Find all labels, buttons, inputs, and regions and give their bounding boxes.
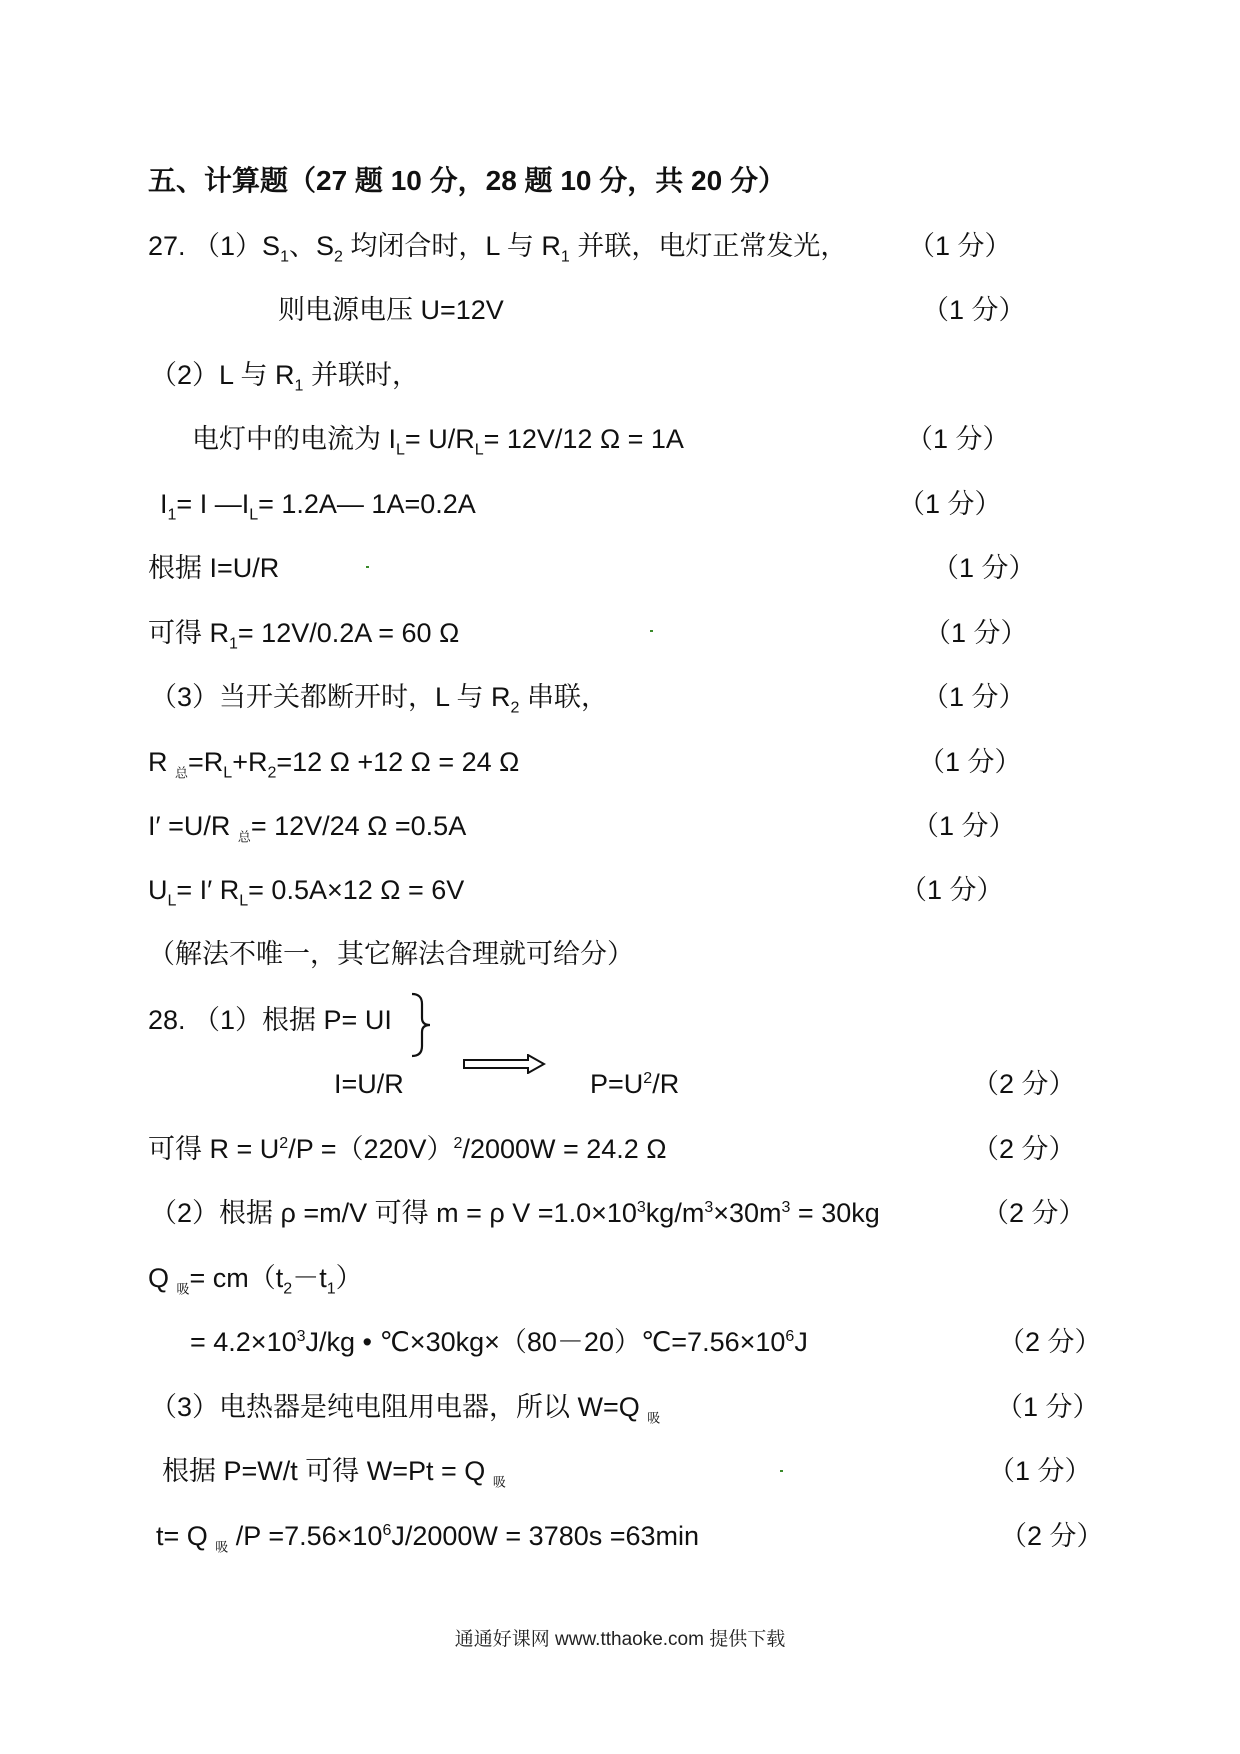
scan-speck [780, 1470, 783, 1472]
q27-line-1: 27. $(1)S_1$、$S_2$ 均闭合时，L 与 $R_1$ 并联，电灯正常发光， [148, 231, 848, 266]
q27-line-5-score: （1 分） [898, 489, 1002, 519]
q27-line-8: （3）当开关都断开时，L 与 $R_2$ 串联， [150, 682, 608, 717]
q27-line-4-score: （1 分） [906, 424, 1010, 454]
q27-line-10: I′ =U/R $_总$= 12V/24 Ω =0.5A [148, 811, 467, 845]
q28-line-4: （2）根据 ρ =m/V 可得 m = ρ $V =1.0\times 10^3kg/m^3\times 30m^3 = 30kg$ [150, 1198, 880, 1228]
q28-line-2b: $P=U^2/R$ [590, 1069, 680, 1099]
scan-speck [650, 630, 653, 632]
q27-line-10-score: （1 分） [912, 811, 1016, 841]
q28-line-9: t= Q $_吸$ $/P =7.56\times 10^6J/2000W = 3780s =63\min$ [156, 1521, 700, 1555]
q27-line-5: $I_1= I$ $—I_L=$ 1.2A— 1A=0.2A [160, 489, 476, 524]
q28-line-2-score: （2 分） [972, 1069, 1076, 1099]
q28-line-8-score: （1 分） [988, 1456, 1092, 1486]
q27-line-8-score: （1 分） [922, 682, 1026, 712]
section-heading: 五、计算题（27 题 10 分，28 题 10 分，共 20 分） [148, 165, 786, 196]
q27-line-4: 电灯中的电流为 $I_L= U/R_L= 12V/12$ Ω = 1A [192, 424, 684, 459]
q28-line-7: （3）电热器是纯电阻用电器，所以 W=Q $_吸$ [150, 1392, 661, 1426]
double-arrow-icon [462, 1054, 546, 1074]
q28-line-7-score: （1 分） [996, 1392, 1100, 1422]
q28-line-6: = $4.2\times 10^3J/kg$ • $℃\times 30kg\times(80-20)℃=7.56\times 10^6J$ [190, 1327, 808, 1357]
q27-line-9: R $_总=R_L+R_2=12$ Ω +12 Ω = 24 Ω [148, 747, 520, 782]
q27-note: （解法不唯一，其它解法合理就可给分） [148, 939, 634, 969]
q27-line-3: （2）L 与 $R_1$ 并联时， [150, 360, 419, 395]
q27-line-1-score: （1 分） [908, 231, 1012, 261]
q28-line-6-score: （2 分） [998, 1327, 1102, 1357]
q27-line-2: 则电源电压 U=12V [278, 295, 504, 325]
q27-line-11: $U_L= I'$ $R_L= 0.5A\times 12$ Ω = 6V [148, 875, 465, 910]
scan-speck [366, 566, 369, 568]
q28-line-3-score: （2 分） [972, 1134, 1076, 1164]
q27-line-7-score: （1 分） [924, 618, 1028, 648]
q28-line-2a: I=U/R [334, 1069, 404, 1099]
q27-line-7: 可得 $R_1= 12V/0.2A = 60$ Ω [148, 618, 460, 653]
q28-line-8: 根据 P=W/t 可得 W=Pt = Q $_吸$ [162, 1456, 506, 1490]
q27-line-6-score: （1 分） [932, 553, 1036, 583]
right-brace-icon [408, 992, 432, 1058]
q27-line-9-score: （1 分） [918, 747, 1022, 777]
q28-line-9-score: （2 分） [1000, 1521, 1104, 1551]
q28-line-4-score: （2 分） [982, 1198, 1086, 1228]
q27-line-2-score: （1 分） [922, 295, 1026, 325]
footer-source: 通通好课网 www.tthaoke.com 提供下载 [454, 1629, 786, 1650]
q27-line-6: 根据 I=U/R [148, 553, 280, 583]
q28-line-3: 可得 $R = U^2/P =(220V)^2/2000W = 24.2$ Ω [148, 1134, 667, 1164]
q27-line-11-score: （1 分） [900, 875, 1004, 905]
q28-line-5: Q $_吸= cm(t_2-t_1)$ [148, 1263, 363, 1298]
q28-line-1: 28. （1）根据 P= UI [148, 1005, 392, 1035]
